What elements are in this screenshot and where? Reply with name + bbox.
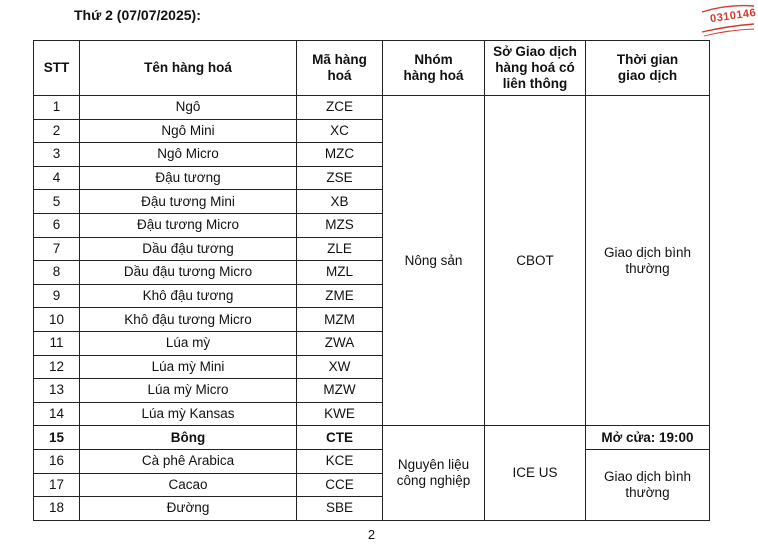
- industrial-time-cell: Giao dịch bình thường: [586, 449, 710, 520]
- table-row: [34, 96, 710, 120]
- row-code: XW: [297, 355, 383, 379]
- row-name: Đậu tương Mini: [80, 190, 297, 214]
- agri-group-cell: Nông sản: [383, 96, 485, 426]
- table-row: [34, 426, 710, 450]
- page-number: 2: [367, 527, 376, 542]
- row-name: Lúa mỳ Micro: [80, 379, 297, 403]
- stamp-text: 0310146: [709, 6, 757, 26]
- row-name: Lúa mỳ Kansas: [80, 402, 297, 426]
- row-stt: 13: [34, 379, 80, 403]
- commodity-table: [33, 40, 710, 521]
- row-stt: 10: [34, 308, 80, 332]
- row-code: ZSE: [297, 166, 383, 190]
- row-name: Cacao: [80, 473, 297, 497]
- row-code: CTE: [297, 426, 383, 450]
- row-stt: 16: [34, 449, 80, 473]
- company-stamp: [688, 0, 758, 40]
- row-name: Dầu đậu tương: [80, 237, 297, 261]
- row-name: Khô đậu tương Micro: [80, 308, 297, 332]
- row-code: XC: [297, 119, 383, 143]
- row-code: MZC: [297, 143, 383, 167]
- row-code: ZWA: [297, 331, 383, 355]
- header-code: Mã hàng hoá: [297, 41, 383, 96]
- row-name: Khô đậu tương: [80, 284, 297, 308]
- row-name: Đậu tương Micro: [80, 213, 297, 237]
- row-stt: 1: [34, 96, 80, 120]
- row-stt: 8: [34, 261, 80, 285]
- row-name: Bông: [80, 426, 297, 450]
- row-code: KWE: [297, 402, 383, 426]
- row-stt: 12: [34, 355, 80, 379]
- row-name: Lúa mỳ Mini: [80, 355, 297, 379]
- row-stt: 4: [34, 166, 80, 190]
- row-name: Ngô Mini: [80, 119, 297, 143]
- row-code: KCE: [297, 449, 383, 473]
- row-stt: 6: [34, 213, 80, 237]
- row-code: MZM: [297, 308, 383, 332]
- table-header-row: [34, 41, 710, 96]
- row-code: ZME: [297, 284, 383, 308]
- row-code: MZL: [297, 261, 383, 285]
- industrial-exchange-cell: ICE US: [485, 426, 586, 520]
- row-name: Đường: [80, 497, 297, 521]
- row-stt: 7: [34, 237, 80, 261]
- header-name: Tên hàng hoá: [80, 41, 297, 96]
- header-group: Nhóm hàng hoá: [383, 41, 485, 96]
- row-name: Đậu tương: [80, 166, 297, 190]
- header-time: Thời gian giao dịch: [586, 41, 710, 96]
- row-code: MZS: [297, 213, 383, 237]
- row-code: ZLE: [297, 237, 383, 261]
- row-stt: 2: [34, 119, 80, 143]
- row-stt: 18: [34, 497, 80, 521]
- agri-exchange-cell: CBOT: [485, 96, 586, 426]
- cotton-time-cell: Mở cửa: 19:00: [586, 426, 710, 450]
- row-code: ZCE: [297, 96, 383, 120]
- row-stt: 15: [34, 426, 80, 450]
- row-stt: 9: [34, 284, 80, 308]
- agri-time-cell: Giao dịch bình thường: [586, 96, 710, 426]
- row-code: XB: [297, 190, 383, 214]
- industrial-group-cell: Nguyên liệu công nghiệp: [383, 426, 485, 520]
- row-stt: 17: [34, 473, 80, 497]
- row-code: MZW: [297, 379, 383, 403]
- date-heading: Thứ 2 (07/07/2025):: [74, 7, 201, 23]
- row-stt: 14: [34, 402, 80, 426]
- row-name: Lúa mỳ: [80, 331, 297, 355]
- row-name: Ngô Micro: [80, 143, 297, 167]
- header-exchange: Sở Giao dịch hàng hoá có liên thông: [485, 41, 586, 96]
- table-row: [34, 449, 710, 473]
- header-stt: STT: [34, 41, 80, 96]
- row-stt: 5: [34, 190, 80, 214]
- row-code: SBE: [297, 497, 383, 521]
- row-code: CCE: [297, 473, 383, 497]
- row-stt: 11: [34, 331, 80, 355]
- row-name: Ngô: [80, 96, 297, 120]
- row-stt: 3: [34, 143, 80, 167]
- row-name: Dầu đậu tương Micro: [80, 261, 297, 285]
- row-name: Cà phê Arabica: [80, 449, 297, 473]
